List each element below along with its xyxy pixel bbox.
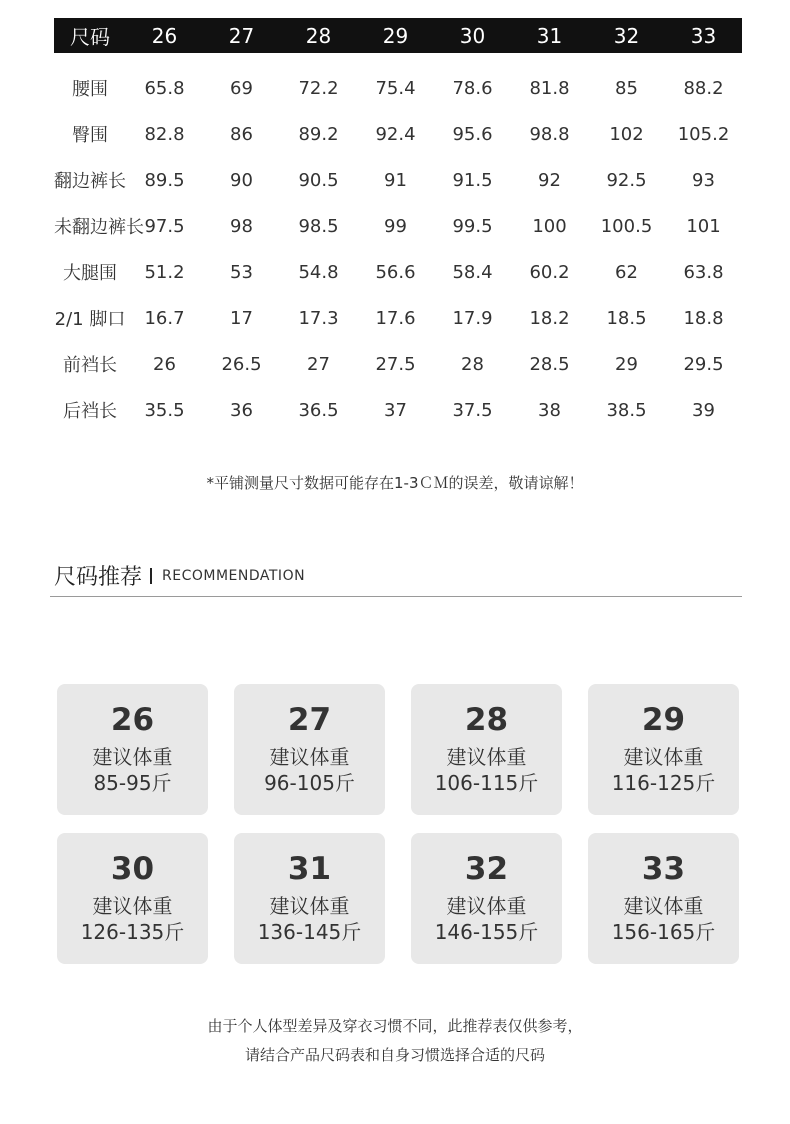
table-cell: 17.6 bbox=[375, 307, 416, 329]
card-weight-range: 126-135斤 bbox=[80, 920, 185, 944]
table-cell: 58.4 bbox=[452, 261, 493, 283]
table-cell: 28.5 bbox=[529, 353, 570, 375]
table-cell: 28 bbox=[461, 353, 484, 375]
card-size: 27 bbox=[287, 702, 332, 738]
table-cell: 72.2 bbox=[298, 77, 339, 99]
size-chart-body bbox=[54, 53, 742, 433]
card-label: 建议体重 bbox=[92, 745, 173, 769]
card-label: 建议体重 bbox=[269, 894, 350, 918]
size-header-cell: 29 bbox=[382, 23, 409, 48]
table-cell: 60.2 bbox=[529, 261, 570, 283]
table-cell: 92.4 bbox=[375, 123, 416, 145]
table-cell: 54.8 bbox=[298, 261, 339, 283]
table-cell: 36 bbox=[230, 399, 253, 421]
size-header-cell: 32 bbox=[613, 23, 640, 48]
table-cell: 86 bbox=[230, 123, 253, 145]
size-header-cell: 31 bbox=[536, 23, 563, 48]
table-row-waist bbox=[54, 53, 742, 111]
table-cell: 18.5 bbox=[606, 307, 647, 329]
card-size: 26 bbox=[110, 702, 155, 738]
table-cell: 38.5 bbox=[606, 399, 647, 421]
size-chart-table bbox=[54, 18, 742, 433]
size-card bbox=[57, 684, 208, 815]
table-cell: 91.5 bbox=[452, 169, 493, 191]
table-cell: 99 bbox=[384, 215, 407, 237]
table-cell: 17 bbox=[230, 307, 253, 329]
table-cell: 101 bbox=[686, 215, 721, 237]
table-cell: 35.5 bbox=[144, 399, 185, 421]
card-label: 建议体重 bbox=[446, 894, 527, 918]
table-cell: 39 bbox=[692, 399, 715, 421]
row-label: 翻边裤长 bbox=[54, 171, 126, 192]
table-cell: 56.6 bbox=[375, 261, 416, 283]
size-card bbox=[588, 684, 739, 815]
table-cell: 98.8 bbox=[529, 123, 570, 145]
table-cell: 65.8 bbox=[144, 77, 185, 99]
row-label: 未翻边裤长 bbox=[54, 217, 144, 238]
card-weight-range: 146-155斤 bbox=[434, 920, 539, 944]
table-cell: 98.5 bbox=[298, 215, 339, 237]
size-header-cell: 28 bbox=[305, 23, 332, 48]
size-header-cell: 33 bbox=[690, 23, 717, 48]
table-cell: 85 bbox=[615, 77, 638, 99]
table-cell: 82.8 bbox=[144, 123, 185, 145]
size-header-row bbox=[54, 18, 742, 53]
table-cell: 90.5 bbox=[298, 169, 339, 191]
table-cell: 93 bbox=[692, 169, 715, 191]
recommendation-heading bbox=[54, 560, 305, 591]
table-cell: 29 bbox=[615, 353, 638, 375]
card-size: 32 bbox=[464, 851, 509, 887]
row-label: 大腿围 bbox=[63, 263, 117, 284]
table-cell: 100 bbox=[532, 215, 567, 237]
card-label: 建议体重 bbox=[92, 894, 173, 918]
row-label: 腰围 bbox=[72, 79, 108, 100]
table-cell: 92.5 bbox=[606, 169, 647, 191]
card-weight-range: 136-145斤 bbox=[257, 920, 362, 944]
table-row-front-rise bbox=[54, 341, 742, 387]
table-cell: 18.8 bbox=[683, 307, 724, 329]
row-label: 臀围 bbox=[72, 125, 108, 146]
card-label: 建议体重 bbox=[269, 745, 350, 769]
size-card bbox=[588, 833, 739, 964]
table-cell: 100.5 bbox=[600, 215, 653, 237]
size-card bbox=[234, 833, 385, 964]
table-cell: 99.5 bbox=[452, 215, 493, 237]
table-cell: 53 bbox=[230, 261, 253, 283]
disclaimer-line-1: 由于个人体型差异及穿衣习惯不同，此推荐表仅供参考， bbox=[207, 1017, 583, 1035]
table-row-leg-opening bbox=[54, 295, 742, 341]
table-cell: 27 bbox=[307, 353, 330, 375]
card-weight-range: 106-115斤 bbox=[434, 771, 539, 795]
card-label: 建议体重 bbox=[623, 745, 704, 769]
size-header-cell: 30 bbox=[459, 23, 486, 48]
table-cell: 27.5 bbox=[375, 353, 416, 375]
size-card bbox=[234, 684, 385, 815]
card-label: 建议体重 bbox=[446, 745, 527, 769]
size-chart-header bbox=[54, 18, 742, 53]
card-label: 建议体重 bbox=[623, 894, 704, 918]
recommendation-title-en: RECOMMENDATION bbox=[162, 567, 306, 584]
table-cell: 97.5 bbox=[144, 215, 185, 237]
card-size: 29 bbox=[641, 702, 686, 738]
table-cell: 36.5 bbox=[298, 399, 339, 421]
table-cell: 78.6 bbox=[452, 77, 493, 99]
table-cell: 75.4 bbox=[375, 77, 416, 99]
table-cell: 26.5 bbox=[221, 353, 262, 375]
table-row-uncuffed-length bbox=[54, 203, 742, 249]
table-row-cuffed-length bbox=[54, 157, 742, 203]
table-cell: 18.2 bbox=[529, 307, 570, 329]
row-label: 后裆长 bbox=[63, 401, 117, 422]
table-cell: 91 bbox=[384, 169, 407, 191]
table-cell: 69 bbox=[230, 77, 253, 99]
card-size: 31 bbox=[287, 851, 332, 887]
row-label: 2/1 脚口 bbox=[54, 309, 126, 330]
card-weight-range: 116-125斤 bbox=[611, 771, 716, 795]
card-size: 33 bbox=[641, 851, 686, 887]
table-cell: 98 bbox=[230, 215, 253, 237]
size-card bbox=[411, 833, 562, 964]
table-cell: 17.3 bbox=[298, 307, 339, 329]
table-cell: 62 bbox=[615, 261, 638, 283]
size-header-label: 尺码 bbox=[70, 25, 110, 49]
card-size: 28 bbox=[464, 702, 509, 738]
table-cell: 102 bbox=[609, 123, 644, 145]
recommendation-title-cn: 尺码推荐 bbox=[54, 565, 143, 590]
table-cell: 37.5 bbox=[452, 399, 493, 421]
recommendation-cards bbox=[57, 684, 739, 964]
disclaimer bbox=[0, 1012, 790, 1070]
table-row-back-rise bbox=[54, 387, 742, 433]
size-header-cell: 26 bbox=[151, 23, 178, 48]
table-cell: 95.6 bbox=[452, 123, 493, 145]
table-cell: 38 bbox=[538, 399, 561, 421]
section-rule bbox=[50, 596, 742, 597]
card-weight-range: 96-105斤 bbox=[264, 771, 355, 795]
row-label: 前裆长 bbox=[63, 355, 117, 376]
table-cell: 89.5 bbox=[144, 169, 185, 191]
title-divider bbox=[150, 568, 152, 584]
table-cell: 90 bbox=[230, 169, 253, 191]
table-cell: 105.2 bbox=[677, 123, 730, 145]
table-cell: 92 bbox=[538, 169, 561, 191]
table-cell: 26 bbox=[153, 353, 176, 375]
table-row-hip bbox=[54, 111, 742, 157]
table-cell: 81.8 bbox=[529, 77, 570, 99]
table-cell: 17.9 bbox=[452, 307, 493, 329]
card-weight-range: 156-165斤 bbox=[611, 920, 716, 944]
size-card bbox=[411, 684, 562, 815]
size-header-cell: 27 bbox=[228, 23, 255, 48]
table-cell: 16.7 bbox=[144, 307, 185, 329]
measurement-note: *平铺测量尺寸数据可能存在1-3ＣＭ的误差，敬请谅解！ bbox=[206, 474, 584, 492]
size-card bbox=[57, 833, 208, 964]
card-size: 30 bbox=[110, 851, 155, 887]
table-row-thigh bbox=[54, 249, 742, 295]
table-cell: 88.2 bbox=[683, 77, 724, 99]
table-cell: 29.5 bbox=[683, 353, 724, 375]
table-cell: 63.8 bbox=[683, 261, 724, 283]
disclaimer-line-2: 请结合产品尺码表和自身习惯选择合适的尺码 bbox=[244, 1046, 545, 1064]
card-weight-range: 85-95斤 bbox=[93, 771, 172, 795]
table-cell: 51.2 bbox=[144, 261, 185, 283]
table-cell: 37 bbox=[384, 399, 407, 421]
table-cell: 89.2 bbox=[298, 123, 339, 145]
